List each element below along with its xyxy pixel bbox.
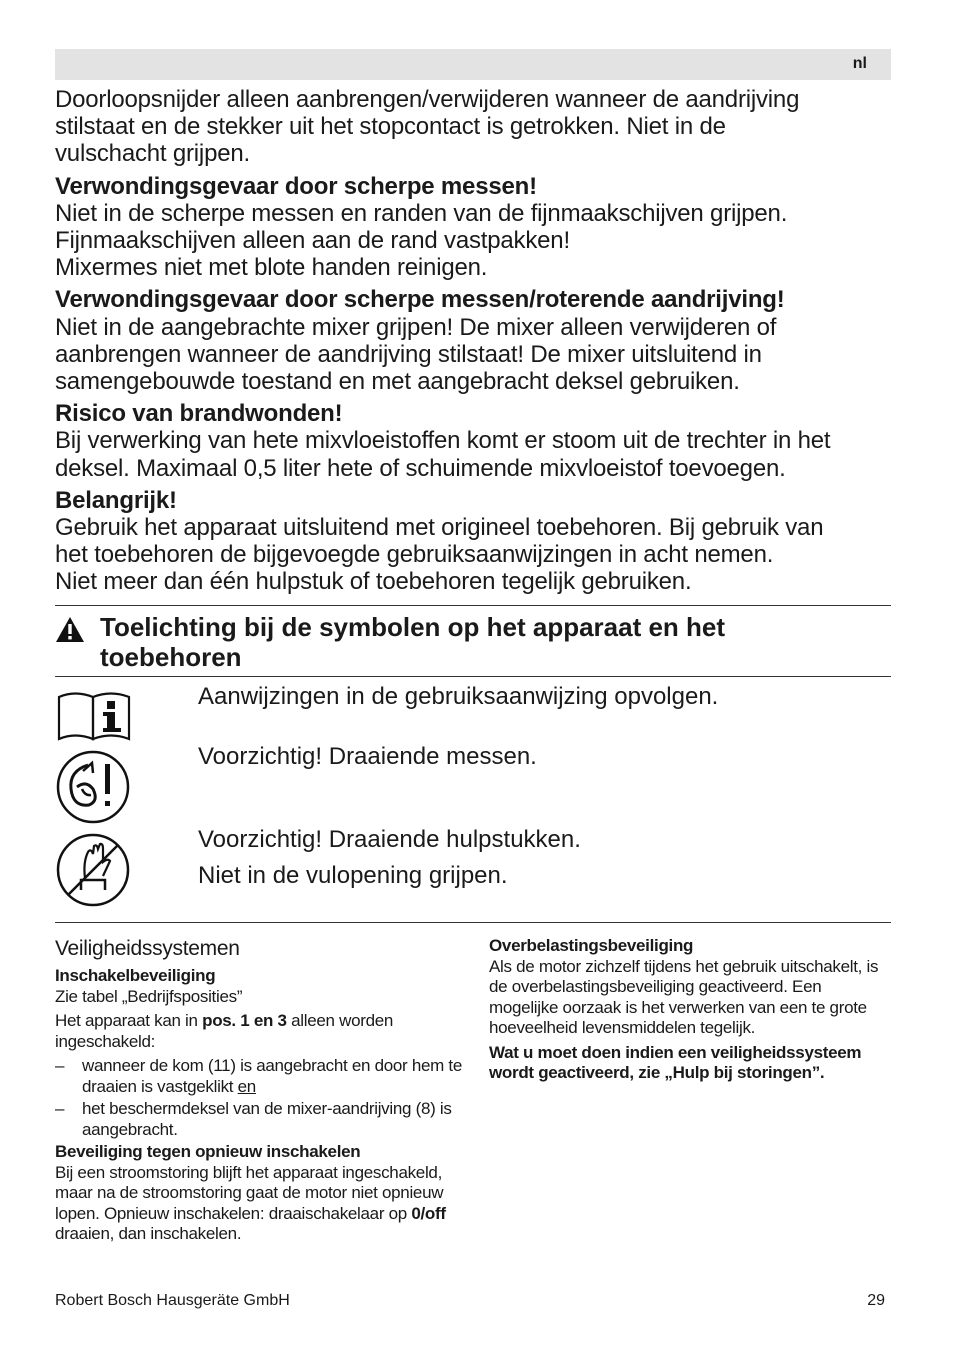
warning-heading: Verwondingsgevaar door scherpe messen/roterende aandrijving! — [55, 286, 785, 314]
text-run: alleen worden ingeschakeld: — [55, 1011, 394, 1051]
list-item-text: het beschermdeksel van de mixer-aandrijving (8) is aangebracht. — [82, 1099, 452, 1139]
footer-company: Robert Bosch Hausgeräte GmbH — [55, 1292, 290, 1309]
warning-line: Mixermes niet met blote handen reinigen. — [55, 254, 488, 282]
text-run: Bij een stroomstoring blijft het apparaat ingeschakeld, maar na de stroomstoring gaat de motor niet opnieuw lopen. Opnieuw inschakelen: draaischakelaar op — [55, 1162, 444, 1223]
symbols-heading-line: Toelichting bij de symbolen op het apparaat en het — [100, 612, 726, 642]
safety-warnings — [55, 86, 895, 601]
switch-on-intro — [55, 1011, 465, 1052]
section-title: Veiligheidssystemen — [55, 937, 240, 960]
divider — [55, 676, 891, 677]
warning-line: Bij verwerking van hete mixvloeistoffen komt er stoom uit de trechter in het — [55, 427, 831, 455]
warning-line: Gebruik het apparaat uitsluitend met origineel toebehoren. Bij gebruik van — [55, 514, 824, 542]
action-note: Wat u moet doen indien een veiligheidssysteem wordt geactiveerd, zie „Hulp bij storingen”. — [489, 1042, 862, 1082]
subsection-title: Beveiliging tegen opnieuw inschakelen — [55, 1142, 361, 1161]
list-item-text: wanneer de kom (11) is aangebracht en door hem te draaien is vastgeklikt — [82, 1056, 462, 1096]
subsection-title: Overbelastingsbeveiliging — [489, 936, 694, 955]
page-number: 29 — [867, 1292, 885, 1309]
warning-line: stilstaat en de stekker uit het stopcontact is getrokken. Niet in de — [55, 113, 726, 141]
symbol-description — [198, 743, 537, 771]
symbols-heading-line: toebehoren — [100, 642, 242, 672]
switch-position-label: 0/off — [411, 1203, 446, 1223]
rotating-blades-warning-icon — [55, 749, 131, 825]
warning-line: samengebouwde toestand en met aangebracht deksel gebruiken. — [55, 368, 740, 396]
underlined-word: en — [237, 1076, 256, 1096]
subsection-title: Inschakelbeveiliging — [55, 966, 216, 985]
warning-block — [55, 286, 895, 395]
warning-line: Doorloopsnijder alleen aanbrengen/verwijderen wanneer de aandrijving — [55, 86, 800, 113]
text-run: draaien, dan inschakelen. — [55, 1224, 242, 1243]
position-label: pos. 1 en 3 — [202, 1011, 287, 1030]
warning-block — [55, 173, 895, 282]
warning-heading: Belangrijk! — [55, 486, 177, 514]
list-item: – wanneer de kom (11) is aangebracht en door hem te draaien is vastgeklikt en — [55, 1056, 462, 1096]
warning-block — [55, 400, 895, 482]
manual-info-icon — [55, 688, 133, 742]
overload-description: Als de motor zichzelf tijdens het gebruik uitschakelt, is de overbelastingsbeveiliging geactiveerd. Een mogelijke oorzaak is het verwerken van een te grote hoeveelheid levensmiddelen tegelijk. — [489, 956, 879, 1037]
language-bar — [55, 49, 891, 80]
warning-block — [55, 487, 895, 596]
warning-heading: Verwondingsgevaar door scherpe messen! — [55, 172, 537, 200]
divider — [55, 922, 891, 923]
warning-triangle-icon — [55, 616, 85, 643]
warning-heading: Risico van brandwonden! — [55, 400, 343, 428]
warning-block — [55, 86, 895, 168]
text-run: Het apparaat kan in — [55, 1011, 203, 1030]
symbol-text-line: Voorzichtig! Draaiende messen. — [198, 743, 537, 770]
warning-line: Niet in de scherpe messen en randen van de fijnmaakschijven grijpen. — [55, 199, 788, 227]
symbols-heading — [55, 612, 891, 672]
warning-line: Niet in de aangebrachte mixer grijpen! De mixer alleen verwijderen of — [55, 313, 777, 341]
symbol-text-line: Aanwijzingen in de gebruiksaanwijzing opvolgen. — [198, 683, 719, 710]
list-item: – het beschermdeksel van de mixer-aandrijving (8) is aangebracht. — [55, 1099, 452, 1139]
divider — [55, 605, 891, 606]
symbol-description — [198, 683, 718, 711]
warning-line: deksel. Maximaal 0,5 liter hete of schuimende mixvloeistof toevoegen. — [55, 454, 786, 482]
symbol-text-line: Voorzichtig! Draaiende hulpstukken. — [198, 826, 581, 853]
overload-column — [489, 936, 889, 1088]
warning-line: vulschacht grijpen. — [55, 140, 250, 168]
warning-line: Fijnmaakschijven alleen aan de rand vastpakken! — [55, 227, 570, 255]
symbol-text-line: Niet in de vulopening grijpen. — [198, 862, 508, 889]
restart-description — [55, 1163, 465, 1245]
warning-line: aanbrengen wanneer de aandrijving stilstaat! De mixer uitsluitend in — [55, 340, 762, 368]
warning-line: Niet meer dan één hulpstuk of toebehoren tegelijk gebruiken. — [55, 568, 692, 596]
no-hand-in-opening-icon — [55, 832, 131, 908]
symbol-description — [198, 826, 581, 890]
condition-list — [55, 1056, 465, 1140]
warning-line: het toebehoren de bijgevoegde gebruiksaanwijzingen in acht nemen. — [55, 541, 774, 569]
safety-systems-column — [55, 936, 465, 1249]
see-table-reference: Zie tabel „Bedrijfsposities” — [55, 986, 243, 1006]
language-code: nl — [852, 55, 867, 72]
